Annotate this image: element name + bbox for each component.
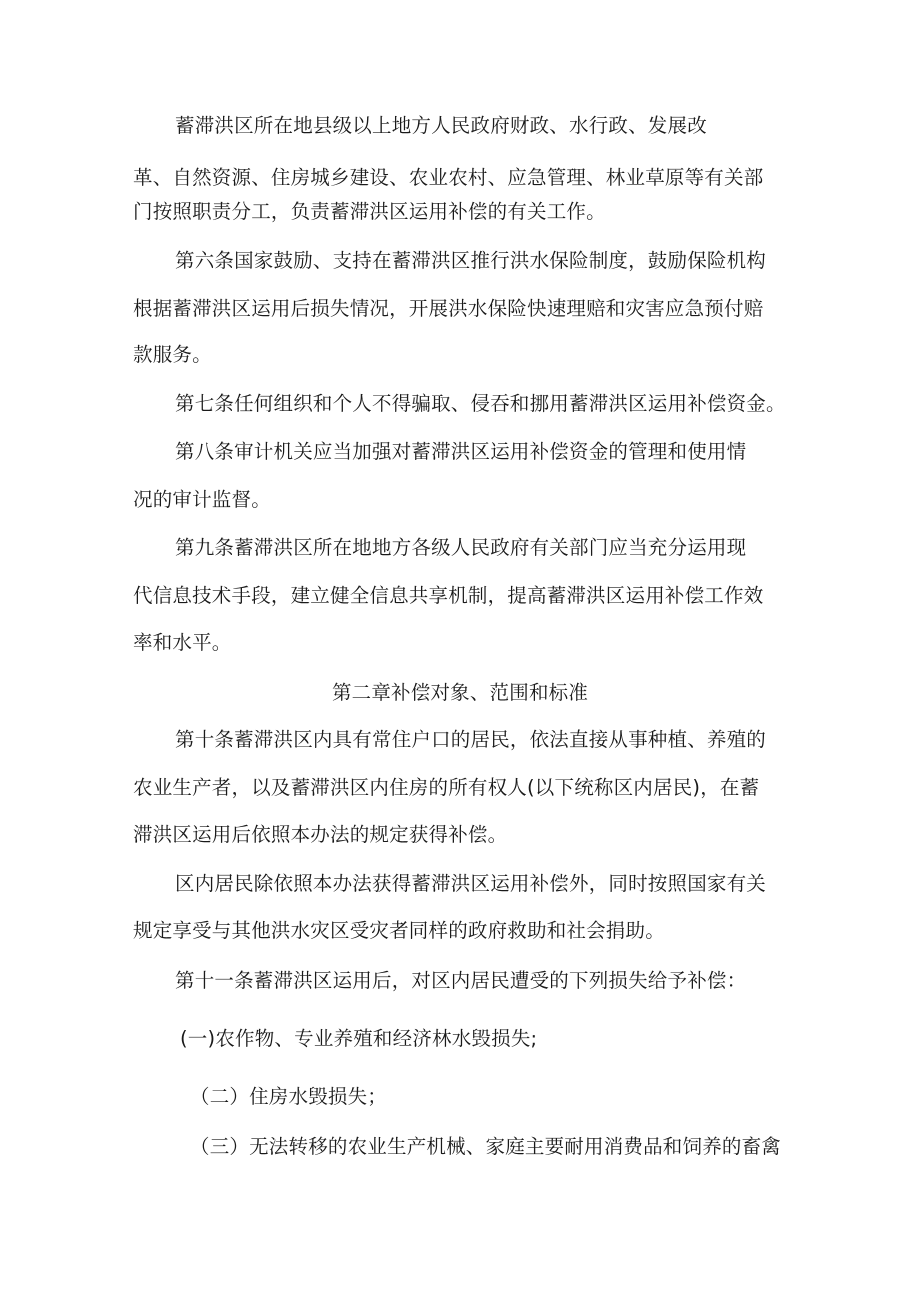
- paragraph-line: 款服务。: [133, 343, 212, 366]
- article-11-line: 第十一条蓄滞洪区运用后，对区内居民遭受的下列损失给予补偿：: [175, 969, 747, 992]
- chapter-heading: 第二章补偿对象、范围和标准: [331, 681, 589, 704]
- paragraph-line: 农业生产者，以及蓄滞洪区内住房的所有权人(以下统称区内居民)，在蓄: [133, 776, 760, 799]
- paragraph-line: 门按照职责分工，负责蓄滞洪区运用补偿的有关工作。: [133, 200, 606, 223]
- paragraph-line: 区内居民除依照本办法获得蓄滞洪区运用补偿外，同时按照国家有关: [175, 872, 767, 895]
- paragraph-line: 规定享受与其他洪水灾区受灾者同样的政府救助和社会捐助。: [133, 919, 665, 942]
- article-6-line: 第六条国家鼓励、支持在蓄滞洪区推行洪水保险制度，鼓励保险机构: [175, 249, 767, 272]
- paragraph-line: 率和水平。: [133, 631, 232, 654]
- paragraph-line: 革、自然资源、住房城乡建设、农业农村、应急管理、林业草原等有关部: [133, 166, 764, 189]
- paragraph-line: 根据蓄滞洪区运用后损失情况，开展洪水保险快速理赔和灾害应急预付赔: [133, 297, 764, 320]
- article-10-line: 第十条蓄滞洪区内具有常住户口的居民，依法直接从事种植、养殖的: [175, 728, 767, 751]
- article-8-line: 第八条审计机关应当加强对蓄滞洪区运用补偿资金的管理和使用情: [175, 440, 747, 463]
- paragraph-line: 蓄滞洪区所在地县级以上地方人民政府财政、水行政、发展改: [175, 114, 707, 137]
- paragraph-line: 代信息技术手段，建立健全信息共享机制，提高蓄滞洪区运用补偿工作效: [133, 584, 764, 607]
- paragraph-line: 况的审计监督。: [133, 488, 271, 511]
- list-item: （三）无法转移的农业生产机械、家庭主要耐用消费品和饲养的畜禽: [190, 1135, 782, 1158]
- article-7-line: 第七条任何组织和个人不得骗取、侵吞和挪用蓄滞洪区运用补偿资金。: [175, 392, 786, 415]
- article-9-line: 第九条蓄滞洪区所在地地方各级人民政府有关部门应当充分运用现: [175, 536, 747, 559]
- list-item: (一)农作物、专业养殖和经济林水毁损失;: [180, 1027, 538, 1050]
- list-item: （二）住房水毁损失；: [190, 1085, 388, 1108]
- paragraph-line: 滞洪区运用后依照本办法的规定获得补偿。: [133, 823, 508, 846]
